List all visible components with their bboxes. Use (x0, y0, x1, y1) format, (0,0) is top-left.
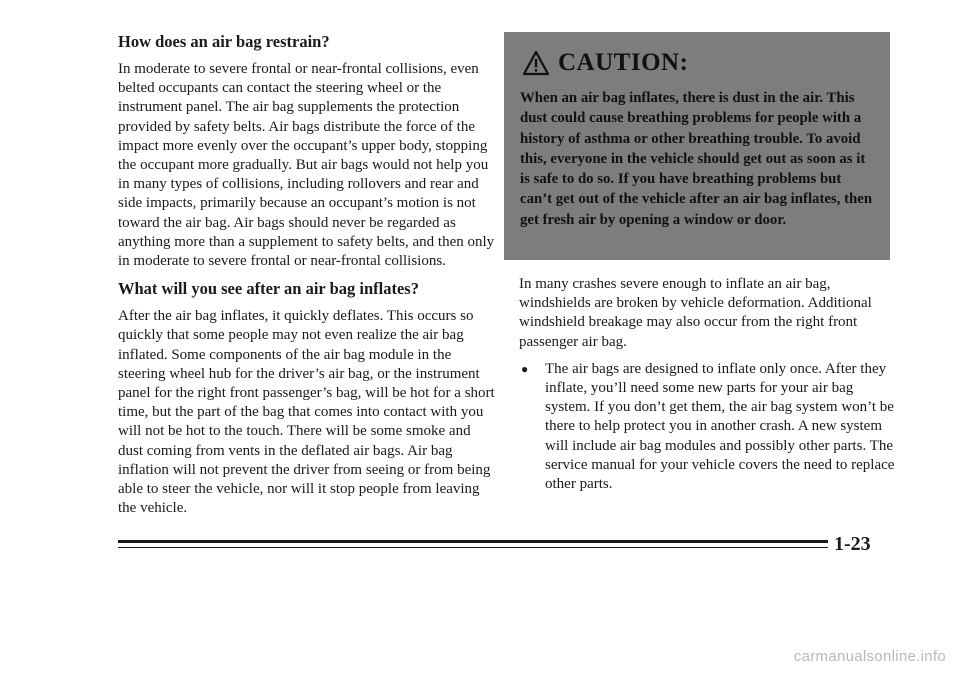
footer-rule-thick (118, 540, 828, 543)
list-item (519, 360, 899, 494)
paragraph-restrain: In moderate to severe frontal or near-frontal collisions, even belted occupants can contact the steering wheel or the instrument panel. The air bag supplements the protection provided by safety belts. Air bags distribute the force of the impact more evenly over the occupant’s upper body, stopping the occupant more gradually. But air bags would not help you in many types of collisions, including rollovers and rear and side impacts, primarily because an occupant’s motion is not toward the air bag. Air bags should never be regarded as anything more than a supplement to safety belts, and then only in moderate to severe frontal or near-frontal collisions. (118, 61, 495, 270)
section-heading-after-inflation: What will you see after an air bag inflates? (118, 279, 419, 299)
bullet-icon: ● (521, 361, 529, 376)
paragraph-windshield: In many crashes severe enough to inflate an air bag, windshields are broken by vehicle deformation. Additional windshield breakage may also occur from the right front passenger air bag. (519, 276, 872, 350)
caution-text: When an air bag inflates, there is dust in the air. This dust could cause breathing problems for people with a history of asthma or other breathing trouble. To avoid this, everyone in the vehicle should get out as soon as it is safe to do so. If you have breathing problems but can’t get out of the vehicle after an air bag inflates, then get fresh air by opening a window or door. (520, 90, 873, 228)
paragraph-after-inflation: After the air bag inflates, it quickly deflates. This occurs so quickly that some people may not even realize the air bag inflated. Some components of the air bag module in the steering wheel hub for the driver’s air bag, or the instrument panel for the right front passenger’s bag, will be hot for a short time, but the part of the bag that comes into contact with you will not be hot to the touch. There will be some smoke and dust coming from vents in the deflated air bags. Air bag inflation will not prevent the driver from seeing or from being able to steer the vehicle, nor will it stop people from leaving the vehicle. (118, 308, 495, 517)
caution-header (522, 48, 876, 78)
right-column (519, 275, 899, 494)
page-number: 1-23 (834, 533, 871, 555)
left-column (118, 32, 498, 526)
watermark: carmanualsonline.info (793, 648, 946, 665)
bullet-text: The air bags are designed to inflate only once. After they inflate, you’ll need some new parts for your air bag system. If you don’t get them, the air bag system won’t be there to help protect you in another crash. A new system will include air bag modules and possibly other parts. The service manual for your vehicle covers the need to replace other parts. (545, 360, 895, 493)
footer-rule-thin (118, 547, 828, 548)
caution-title: CAUTION: (558, 49, 689, 76)
warning-triangle-icon (522, 50, 550, 76)
section-heading-restrain: How does an air bag restrain? (118, 32, 330, 51)
caution-box (504, 32, 890, 260)
